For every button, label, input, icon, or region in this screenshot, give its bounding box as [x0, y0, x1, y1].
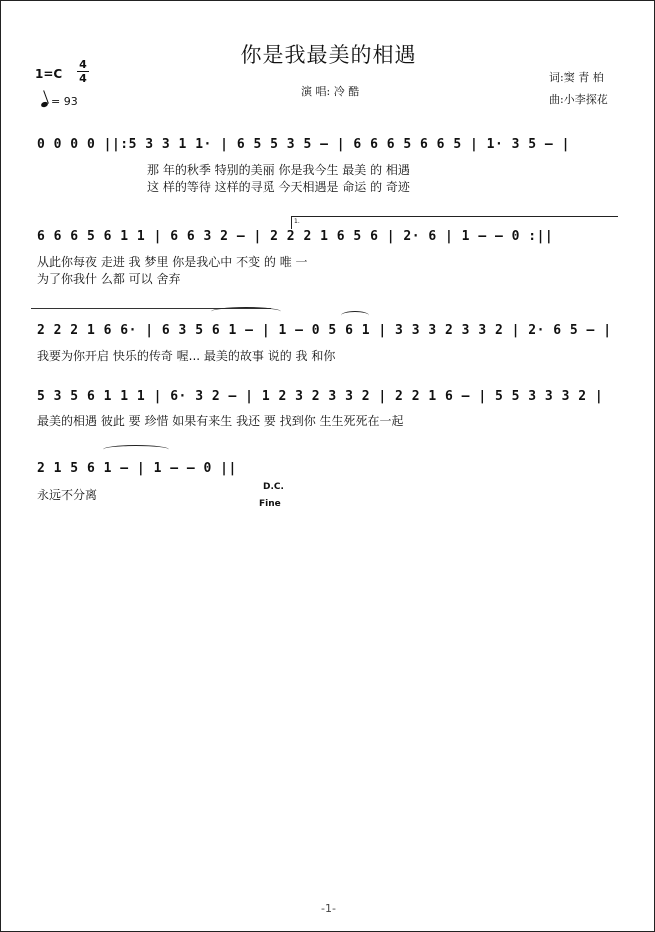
time-signature [77, 59, 89, 84]
time-signature-bottom: 4 [79, 72, 87, 85]
fine-marking: Fine [259, 499, 281, 509]
notation-line-4: 5 3 5 6 1 1 1 | 6· 3 2 – | 1 2 3 2 3 3 2 | 2 2 1 6 – | 5 5 3 3 3 2 | [37, 389, 604, 404]
notation-line-1: 0 0 0 0 ||:5 3 3 1 1· | 6 5 5 3 5 – | 6 6 6 5 6 6 5 | 1· 3 5 – | [37, 137, 570, 152]
first-ending-bracket [291, 216, 618, 229]
composer-credit: 曲:小李探花 [549, 93, 608, 106]
lyric-line-2a: 从此你每夜 走进 我 梦里 你是我心中 不变 的 唯 一 [37, 255, 308, 269]
tempo-value: = 93 [51, 95, 78, 108]
quarter-note-icon [40, 101, 48, 108]
key-signature: 1=C [35, 67, 63, 81]
notation-line-5: 2 1 5 6 1 – | 1 – – 0 || [37, 461, 237, 476]
slur-arc [103, 445, 169, 454]
singer-credit: 演 唱: 冷 酷 [301, 85, 360, 98]
slur-arc [211, 307, 281, 316]
first-ending-label: 1. [294, 218, 300, 225]
lyric-line-1a: 那 年的秋季 特别的美丽 你是我今生 最美 的 相遇 [147, 163, 410, 177]
time-signature-top: 4 [79, 58, 87, 71]
lyric-line-2b: 为了你我什 么都 可以 舍弃 [37, 272, 181, 286]
lyric-line-3: 我要为你开启 快乐的传奇 喔... 最美的故事 说的 我 和你 [37, 349, 336, 363]
lyric-line-1b: 这 样的等待 这样的寻觅 今天相遇是 命运 的 奇迹 [147, 180, 410, 194]
tempo-marking [41, 95, 78, 108]
lyric-line-5: 永远不分离 [37, 488, 98, 502]
slur-arc [341, 311, 369, 320]
page-number: -1- [321, 902, 336, 915]
song-title: 你是我最美的相遇 [240, 43, 417, 67]
notation-line-3: 2 2 2 1 6 6· | 6 3 5 6 1 – | 1 – 0 5 6 1 | 3 3 3 2 3 3 2 | 2· 6 5 – | [37, 323, 612, 338]
lyric-line-4: 最美的相遇 彼此 要 珍惜 如果有来生 我还 要 找到你 生生死死在一起 [37, 414, 404, 428]
notation-line-2: 6 6 6 5 6 1 1 | 6 6 3 2 – | 2 2 2 1 6 5 6 | 2· 6 | 1 – – 0 :|| [37, 229, 554, 244]
da-capo-marking: D.C. [263, 482, 284, 492]
lyricist-credit: 词:窦 青 柏 [549, 71, 604, 84]
